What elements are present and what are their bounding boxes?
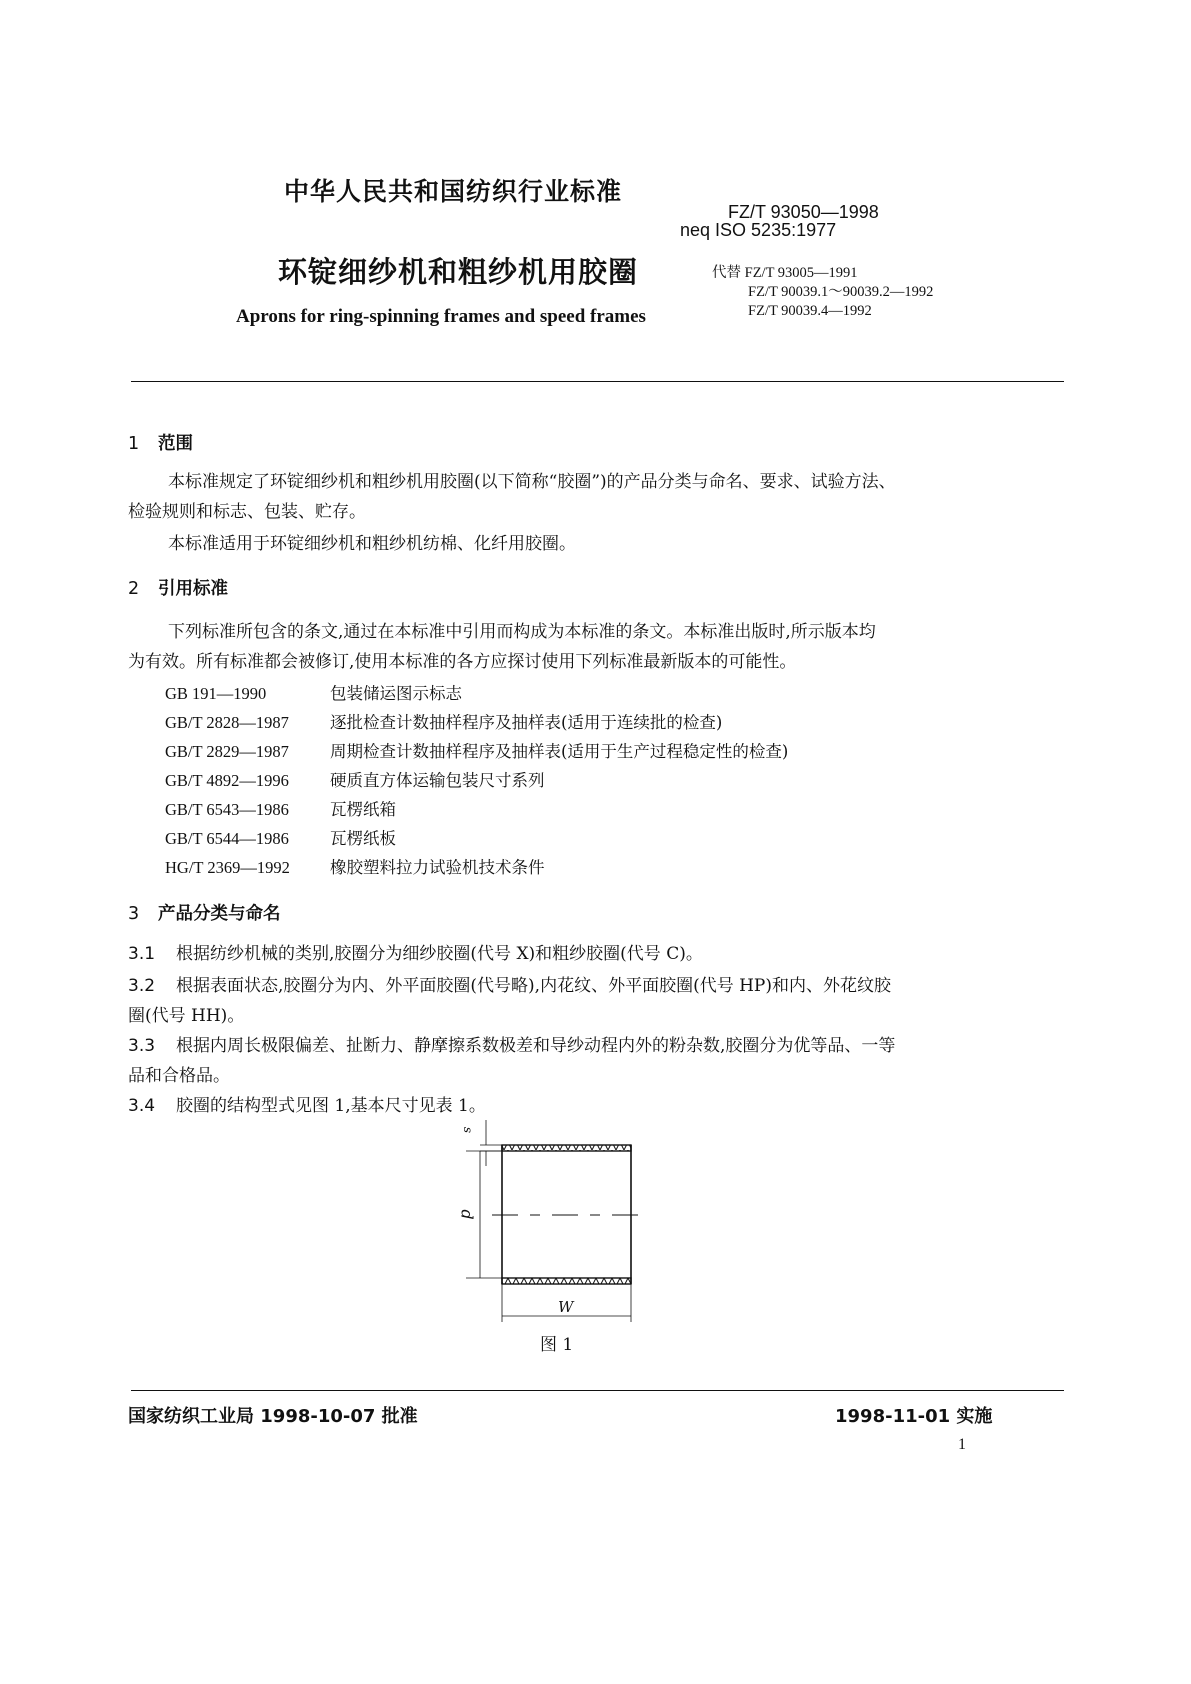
section-title: 产品分类与命名: [158, 904, 281, 924]
dimension-d-label: d: [457, 1209, 477, 1220]
footer-divider: [131, 1390, 1064, 1391]
section-number: 2: [128, 579, 140, 599]
section-1-paragraph-1-line-1: 本标准规定了环锭细纱机和粗纱机用胶圈(以下简称“胶圈”)的产品分类与命名、要求、试验方法、: [168, 472, 896, 492]
replaces-block: [712, 264, 933, 321]
section-1-paragraph-2: 本标准适用于环锭细纱机和粗纱机纺棉、化纤用胶圈。: [168, 534, 576, 554]
section-2-heading: [128, 575, 228, 600]
clause-text: 根据内周长极限偏差、扯断力、静摩擦系数极差和导纱动程内外的粉杂数,胶圈分为优等品、一等: [176, 1036, 896, 1056]
reference-code: GB 191—1990: [165, 684, 267, 703]
clause-3-1: [128, 938, 703, 970]
reference-title: 瓦楞纸箱: [330, 800, 396, 819]
reference-item: [165, 738, 788, 762]
reference-title: 周期检查计数抽样程序及抽样表(适用于生产过程稳定性的检查): [330, 742, 789, 761]
clause-text: 根据纺纱机械的类别,胶圈分为细纱胶圈(代号 X)和粗纱胶圈(代号 C)。: [176, 944, 703, 964]
section-title: 引用标准: [158, 579, 228, 599]
apron-bottom-wall: [502, 1278, 631, 1284]
title-chinese: 环锭细纱机和粗纱机用胶圈: [278, 255, 639, 289]
dimension-s-label: s: [461, 1126, 476, 1134]
section-title: 范围: [158, 434, 193, 454]
section-1-paragraph-1-line-2: 检验规则和标志、包装、贮存。: [128, 502, 366, 522]
section-number: 1: [128, 434, 140, 454]
header-divider: [131, 381, 1064, 382]
reference-item: [165, 709, 722, 733]
issuing-organization: 中华人民共和国纺织行业标准: [284, 177, 623, 206]
reference-title: 瓦楞纸板: [330, 829, 396, 848]
clause-number: 3.4: [128, 1096, 156, 1116]
replaces-label: 代替: [712, 265, 741, 281]
clause-3-3-continuation: 品和合格品。: [128, 1066, 230, 1086]
reference-title: 硬质直方体运输包装尺寸系列: [330, 771, 545, 790]
clause-number: 3.1: [128, 944, 156, 964]
section-1-heading: [128, 430, 193, 455]
reference-code: GB/T 2828—1987: [165, 713, 289, 732]
reference-item: [165, 680, 462, 704]
reference-title: 橡胶塑料拉力试验机技术条件: [330, 858, 545, 877]
clause-text: 胶圈的结构型式见图 1,基本尺寸见表 1。: [176, 1096, 486, 1116]
dimension-s: [480, 1120, 502, 1166]
clause-3-2-continuation: 圈(代号 HH)。: [128, 1006, 245, 1026]
clause-3-3: [128, 1030, 895, 1062]
dimension-w-label: W: [558, 1298, 574, 1316]
figure-caption: 图 1: [540, 1335, 574, 1355]
reference-title: 逐批检查计数抽样程序及抽样表(适用于连续批的检查): [330, 713, 723, 732]
standard-equivalence: neq ISO 5235:1977: [680, 220, 837, 240]
replaces-item: FZ/T 90039.4—1992: [748, 303, 872, 319]
reference-code: GB/T 6543—1986: [165, 800, 289, 819]
reference-item: [165, 767, 545, 791]
clause-text: 根据表面状态,胶圈分为内、外平面胶圈(代号略),内花纹、外平面胶圈(代号 HP)和内、外花纹胶: [176, 976, 892, 996]
page-number: 1: [958, 1436, 966, 1453]
replaces-item: FZ/T 93005—1991: [744, 265, 858, 281]
clause-number: 3.2: [128, 976, 156, 996]
clause-3-4: [128, 1090, 486, 1122]
section-2-paragraph-line-2: 为有效。所有标准都会被修订,使用本标准的各方应探讨使用下列标准最新版本的可能性。: [128, 652, 797, 672]
reference-code: GB/T 6544—1986: [165, 829, 289, 848]
approval-date: 国家纺织工业局 1998-10-07 批准: [128, 1406, 418, 1427]
section-3-heading: [128, 900, 281, 925]
reference-title: 包装储运图示标志: [330, 684, 462, 703]
clause-number: 3.3: [128, 1036, 156, 1056]
section-number: 3: [128, 904, 140, 924]
replaces-item: FZ/T 90039.1～90039.2—1992: [748, 284, 934, 300]
title-english: Aprons for ring-spinning frames and speed frames: [236, 306, 646, 327]
section-2-paragraph-line-1: 下列标准所包含的条文,通过在本标准中引用而构成为本标准的条文。本标准出版时,所示版本均: [168, 622, 876, 642]
reference-item: [165, 796, 396, 820]
reference-code: HG/T 2369—1992: [165, 858, 290, 877]
reference-code: GB/T 2829—1987: [165, 742, 289, 761]
clause-3-2: [128, 970, 891, 1002]
effective-date: 1998-11-01 实施: [835, 1406, 993, 1427]
apron-top-wall: [502, 1145, 631, 1151]
reference-code: GB/T 4892—1996: [165, 771, 289, 790]
reference-item: [165, 854, 545, 878]
reference-item: [165, 825, 396, 849]
standard-code: FZ/T 93050—1998: [728, 202, 879, 222]
